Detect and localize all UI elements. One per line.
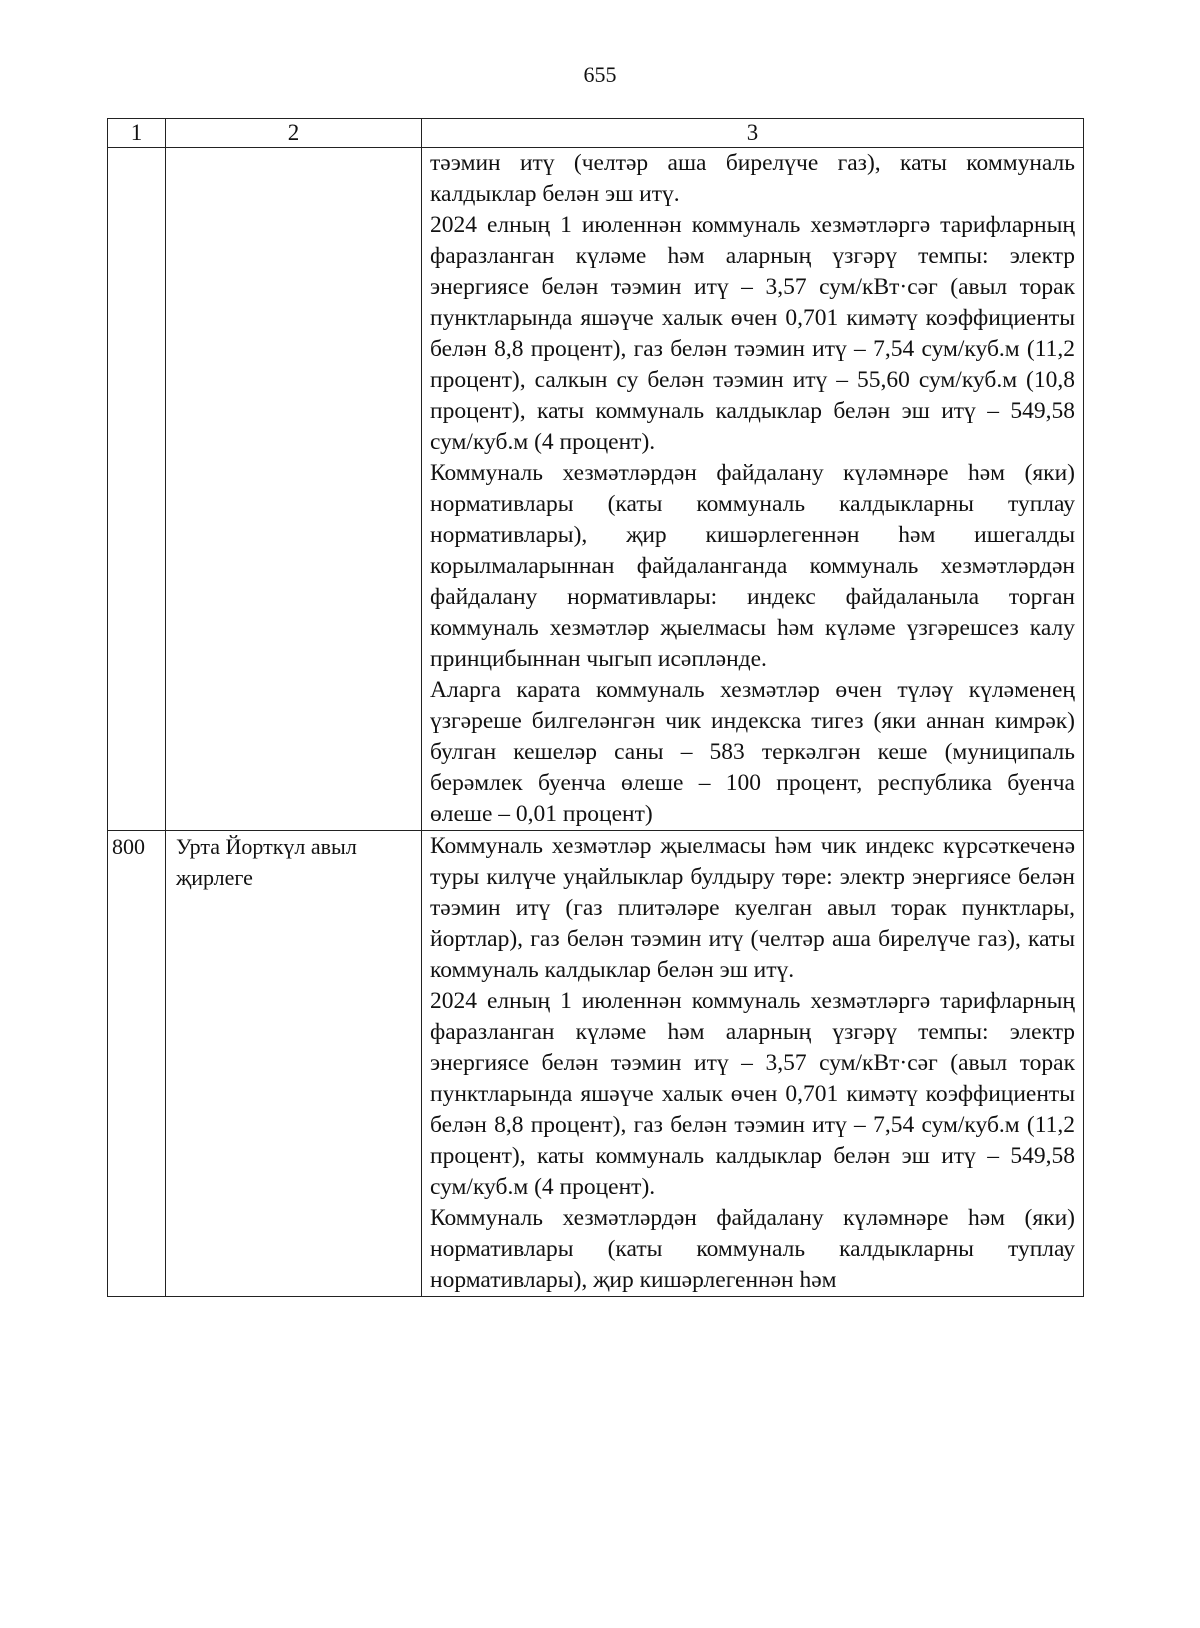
table-header-row [108, 119, 1084, 148]
paragraph: Аларга карата коммуналь хезмәтләр өчен түләү күләменең үзгәреше билгеләнгән чик индекска тигез (яки аннан кимрәк) булган кешеләр саны – 583 теркәлгән кеше (муниципаль берәмлек буенча өлеше – 100 процент, республика буенча өлеше – 0,01 процент) [430, 677, 1075, 827]
row-number [108, 148, 166, 831]
paragraph: 2024 елның 1 июленнән коммуналь хезмәтләргә тарифларның фаразланган күләме һәм аларның үзгәрү темпы: электр энергиясе белән тәэмин итү – 3,57 сум/кВт·сәг (авыл торак пунктларында яшәүче халык өчен 0,701 кимәтү коэффициенты белән 8,8 процент), газ белән тәэмин итү – 7,54 сум/куб.м (11,2 процент), каты коммуналь калдыклар белән эш итү – 549,58 сум/куб.м (4 процент). [430, 988, 1075, 1200]
paragraph: Коммуналь хезмәтләр җыелмасы һәм чик индекс күрсәткеченә туры килүче уңайлыклар булдыру төре: электр энергиясе белән тәэмин итү (газ плитәләре куелган авыл торак пунктлары, йортлар), газ белән тәэмин итү (челтәр аша бирелүче газ), каты коммуналь калдыклар белән эш итү. [430, 833, 1075, 983]
row-number: 800 [108, 831, 166, 1297]
paragraph: Коммуналь хезмәтләрдән файдалану күләмнәре һәм (яки) нормативлары (каты коммуналь калдыкларны туплау нормативлары), җир кишәрлегеннән һәм [430, 1205, 1075, 1293]
row-name [166, 148, 422, 831]
document-table [107, 118, 1084, 1297]
paragraph: Коммуналь хезмәтләрдән файдалану күләмнәре һәм (яки) нормативлары (каты коммуналь калдыкларны туплау нормативлары), җир кишәрлегеннән һәм ишегалды корылмаларыннан файдаланганда коммуналь хезмәтләрдән файдалану нормативлары: индекс файдаланыла торган коммуналь хезмәтләр җыелмасы һәм күләме үзгәрешсез калу принцибыннан чыгып исәпләнде. [430, 460, 1075, 672]
paragraph: 2024 елның 1 июленнән коммуналь хезмәтләргә тарифларның фаразланган күләме һәм аларның үзгәрү темпы: электр энергиясе белән тәэмин итү – 3,57 сум/кВт·сәг (авыл торак пунктларында яшәүче халык өчен 0,701 кимәтү коэффициенты белән 8,8 процент), газ белән тәэмин итү – 7,54 сум/куб.м (11,2 процент), салкын су белән тәэмин итү – 55,60 сум/куб.м (10,8 процент), каты коммуналь калдыклар белән эш итү – 549,58 сум/куб.м (4 процент). [430, 212, 1075, 455]
row-content [422, 831, 1084, 1297]
table-row [108, 831, 1084, 1297]
column-header-2: 2 [166, 119, 422, 148]
page-number: 655 [583, 62, 617, 87]
table-row [108, 148, 1084, 831]
paragraph: тәэмин итү (челтәр аша бирелүче газ), каты коммуналь калдыклар белән эш итү. [430, 150, 1075, 207]
column-header-1: 1 [108, 119, 166, 148]
column-header-3: 3 [422, 119, 1084, 148]
row-name: Урта Йорткүл авыл җирлеге [166, 831, 422, 1297]
row-content [422, 148, 1084, 831]
